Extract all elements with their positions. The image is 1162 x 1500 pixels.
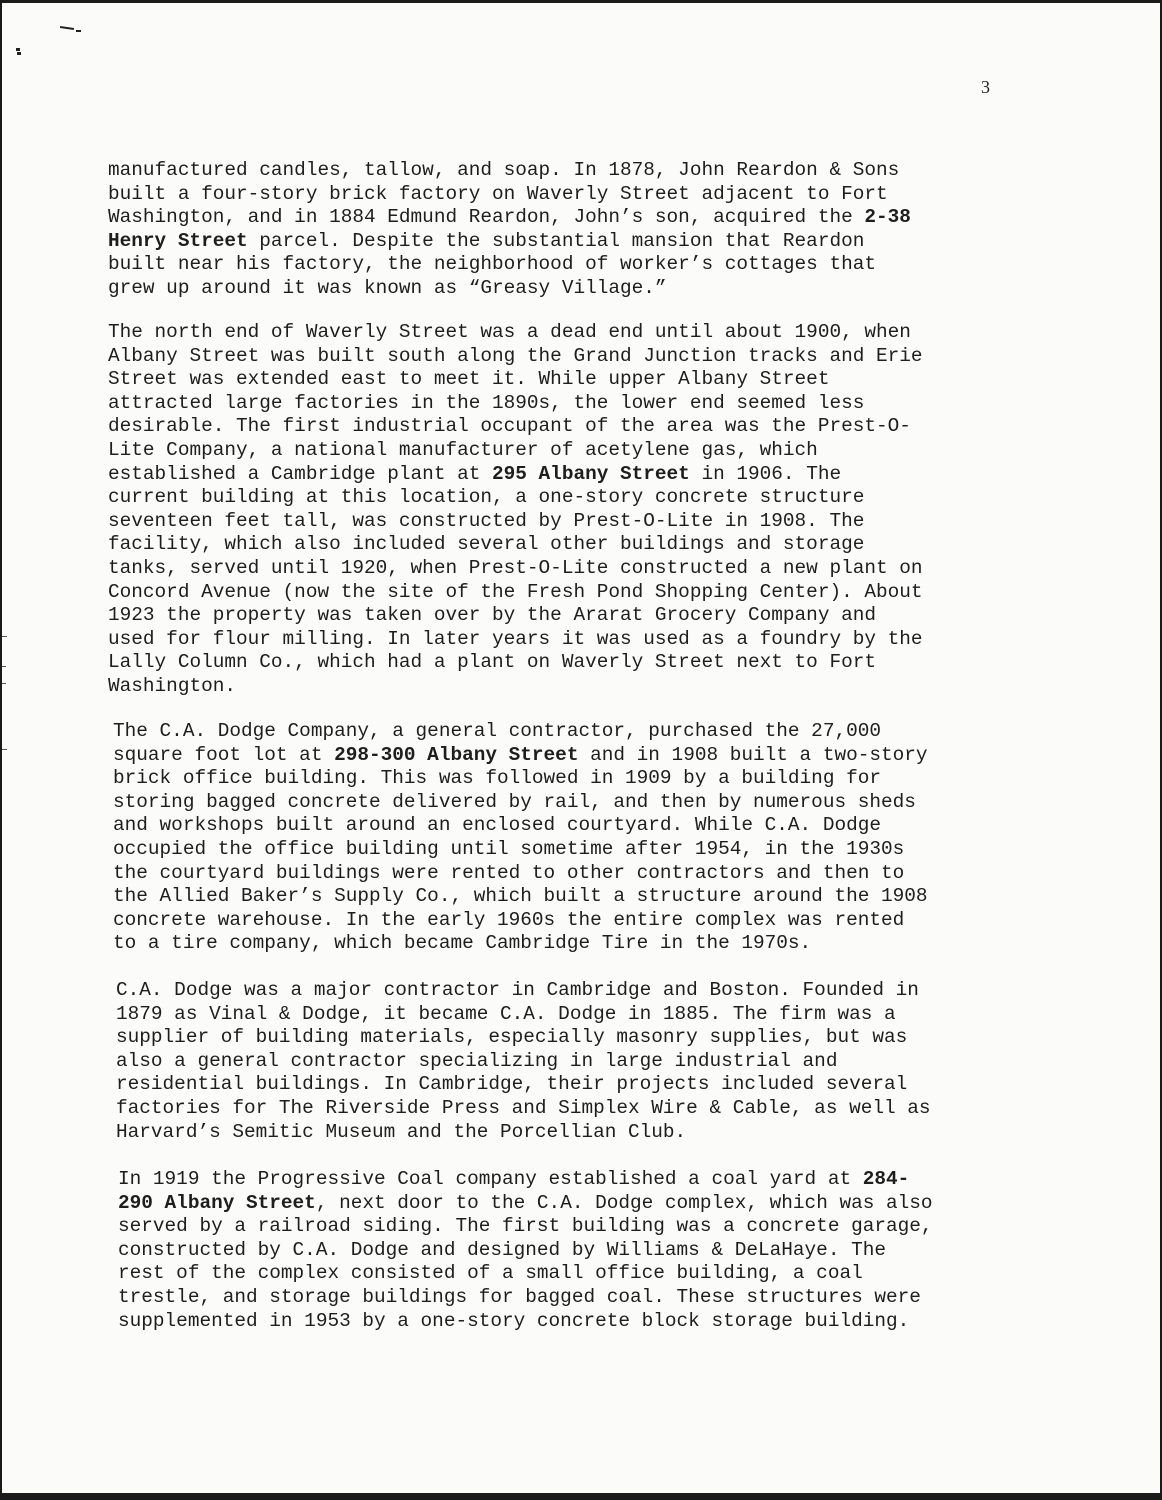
text-line — [108, 183, 1008, 207]
text-run: 1923 the property was taken over by the Ararat Grocery Company and — [108, 604, 876, 627]
bold-address: 298-300 Albany Street — [334, 743, 579, 766]
text-line — [108, 253, 1008, 277]
text-line — [108, 486, 1008, 510]
text-run: C.A. Dodge was a major contractor in Cambridge and Boston. Founded in — [116, 979, 919, 1001]
text-run: Washington, and in 1884 Edmund Reardon, John’s son, acquired the — [108, 206, 865, 229]
text-line — [108, 557, 1008, 581]
text-run: facility, which also included several other buildings and storage — [108, 533, 865, 556]
text-run: grew up around it was known as “Greasy Village.” — [108, 276, 667, 299]
text-run: Lally Column Co., which had a plant on Waverly Street next to Fort — [108, 651, 876, 674]
text-line — [108, 368, 1008, 392]
text-run: tanks, served until 1920, when Prest-O-Lite constructed a new plant on — [108, 556, 923, 579]
text-line — [108, 604, 1008, 628]
bold-address: 2-38 — [864, 206, 911, 229]
text-run: The C.A. Dodge Company, a general contractor, purchased the 27,000 — [113, 720, 881, 742]
scan-speck — [2, 666, 6, 667]
text-run: constructed by C.A. Dodge and designed by Williams & DeLaHaye. The — [118, 1238, 886, 1261]
bold-address: 284- — [862, 1168, 910, 1190]
text-line — [108, 230, 1008, 254]
text-run: established a Cambridge plant at — [108, 462, 492, 485]
bold-address: 290 Albany Street — [118, 1191, 316, 1214]
scan-mark — [76, 30, 81, 32]
text-run: The north end of Waverly Street was a dead end until about 1900, when — [108, 321, 911, 343]
text-run: trestle, and storage buildings for bagged coal. These structures were — [118, 1285, 921, 1308]
text-run: parcel. Despite the substantial mansion that Reardon — [247, 229, 865, 252]
text-run: used for flour milling. In later years it was used as a foundry by the — [108, 627, 923, 650]
text-run: and in 1908 built a two-story — [578, 743, 928, 766]
text-line — [108, 581, 1008, 605]
text-line — [118, 1192, 1018, 1216]
text-line — [118, 1310, 1018, 1334]
text-line — [118, 1286, 1018, 1310]
text-run: served by a railroad siding. The first building was a concrete garage, — [118, 1215, 933, 1238]
text-run: also a general contractor specializing in large industrial and — [116, 1049, 838, 1072]
text-line — [118, 1262, 1018, 1286]
text-run: in 1906. The — [689, 462, 842, 485]
scan-mark — [60, 26, 74, 30]
bold-address: 295 Albany Street — [492, 462, 690, 485]
text-run: seventeen feet tall, was constructed by Prest-O-Lite in 1908. The — [108, 509, 865, 532]
paragraph — [108, 321, 1008, 699]
text-line — [116, 1026, 1016, 1050]
text-run: storing bagged concrete delivered by rail, and then by numerous sheds — [113, 790, 916, 813]
text-line — [113, 885, 1013, 909]
text-line — [118, 1215, 1018, 1239]
text-run: Harvard’s Semitic Museum and the Porcellian Club. — [116, 1120, 687, 1143]
text-run: brick office building. This was followed in 1909 by a building for — [113, 767, 881, 790]
paragraph — [108, 159, 1008, 301]
text-run: the courtyard buildings were rented to other contractors and then to — [113, 861, 905, 884]
text-line — [108, 463, 1008, 487]
text-line — [116, 1003, 1016, 1027]
text-run: In 1919 the Progressive Coal company established a coal yard at — [118, 1168, 863, 1190]
text-line — [118, 1168, 1018, 1192]
text-line — [108, 628, 1008, 652]
text-run: 1879 as Vinal & Dodge, it became C.A. Dodge in 1885. The firm was a — [116, 1002, 896, 1025]
text-run: Concord Avenue (now the site of the Fresh Pond Shopping Center). About — [108, 580, 923, 603]
text-line — [108, 277, 1008, 301]
text-run: built a four-story brick factory on Waverly Street adjacent to Fort — [108, 182, 888, 205]
text-line — [108, 533, 1008, 557]
text-run: Washington. — [108, 674, 236, 697]
text-run: , next door to the C.A. Dodge complex, which was also — [315, 1191, 933, 1214]
paragraph — [113, 720, 1013, 956]
text-run: and workshops built around an enclosed courtyard. While C.A. Dodge — [113, 814, 881, 837]
bold-address: Henry Street — [108, 229, 248, 252]
text-line — [108, 206, 1008, 230]
text-run: rest of the complex consisted of a small office building, a coal — [118, 1262, 863, 1285]
text-run: desirable. The first industrial occupant of the area was the Prest-O- — [108, 415, 911, 438]
text-line — [113, 767, 1013, 791]
scan-speck — [2, 636, 7, 637]
text-run: concrete warehouse. In the early 1960s the entire complex was rented — [113, 908, 905, 931]
scan-speck — [2, 749, 7, 750]
paragraph — [116, 979, 1016, 1144]
text-line — [116, 1073, 1016, 1097]
text-run: occupied the office building until sometime after 1954, in the 1930s — [113, 837, 905, 860]
text-line — [113, 909, 1013, 933]
text-run: Lite Company, a national manufacturer of acetylene gas, which — [108, 438, 818, 461]
scan-speck — [2, 683, 6, 684]
paragraph — [118, 1168, 1018, 1333]
text-run: Street was extended east to meet it. While upper Albany Street — [108, 368, 830, 391]
text-run: attracted large factories in the 1890s, the lower end seemed less — [108, 391, 865, 414]
text-run: Albany Street was built south along the Grand Junction tracks and Erie — [108, 344, 923, 367]
text-line — [113, 744, 1013, 768]
text-line — [113, 814, 1013, 838]
text-run: built near his factory, the neighborhood of worker’s cottages that — [108, 253, 876, 276]
text-line — [113, 862, 1013, 886]
text-run: current building at this location, a one-story concrete structure — [108, 486, 865, 509]
scan-mark — [17, 52, 21, 55]
text-line — [108, 321, 1008, 345]
text-line — [108, 159, 1008, 183]
text-line — [108, 675, 1008, 699]
text-line — [113, 932, 1013, 956]
document-page — [2, 3, 1160, 1493]
text-run: supplier of building materials, especially masonry supplies, but was — [116, 1026, 908, 1049]
text-line — [113, 838, 1013, 862]
text-line — [116, 1050, 1016, 1074]
text-line — [116, 1097, 1016, 1121]
text-run: residential buildings. In Cambridge, their projects included several — [116, 1073, 908, 1096]
text-line — [116, 979, 1016, 1003]
text-run: the Allied Baker’s Supply Co., which built a structure around the 1908 — [113, 885, 928, 908]
text-run: to a tire company, which became Cambridge Tire in the 1970s. — [113, 932, 812, 955]
text-run: manufactured candles, tallow, and soap. In 1878, John Reardon & Sons — [108, 159, 900, 181]
text-line — [108, 439, 1008, 463]
text-line — [113, 791, 1013, 815]
text-line — [118, 1239, 1018, 1263]
scan-mark — [16, 48, 20, 51]
text-line — [108, 392, 1008, 416]
text-line — [108, 510, 1008, 534]
text-line — [108, 651, 1008, 675]
text-line — [113, 720, 1013, 744]
text-run: square foot lot at — [113, 743, 335, 766]
text-line — [108, 415, 1008, 439]
text-line — [116, 1121, 1016, 1145]
text-run: factories for The Riverside Press and Simplex Wire & Cable, as well as — [116, 1096, 931, 1119]
page-number: 3 — [981, 77, 990, 97]
text-line — [108, 345, 1008, 369]
text-run: supplemented in 1953 by a one-story concrete block storage building. — [118, 1309, 910, 1332]
